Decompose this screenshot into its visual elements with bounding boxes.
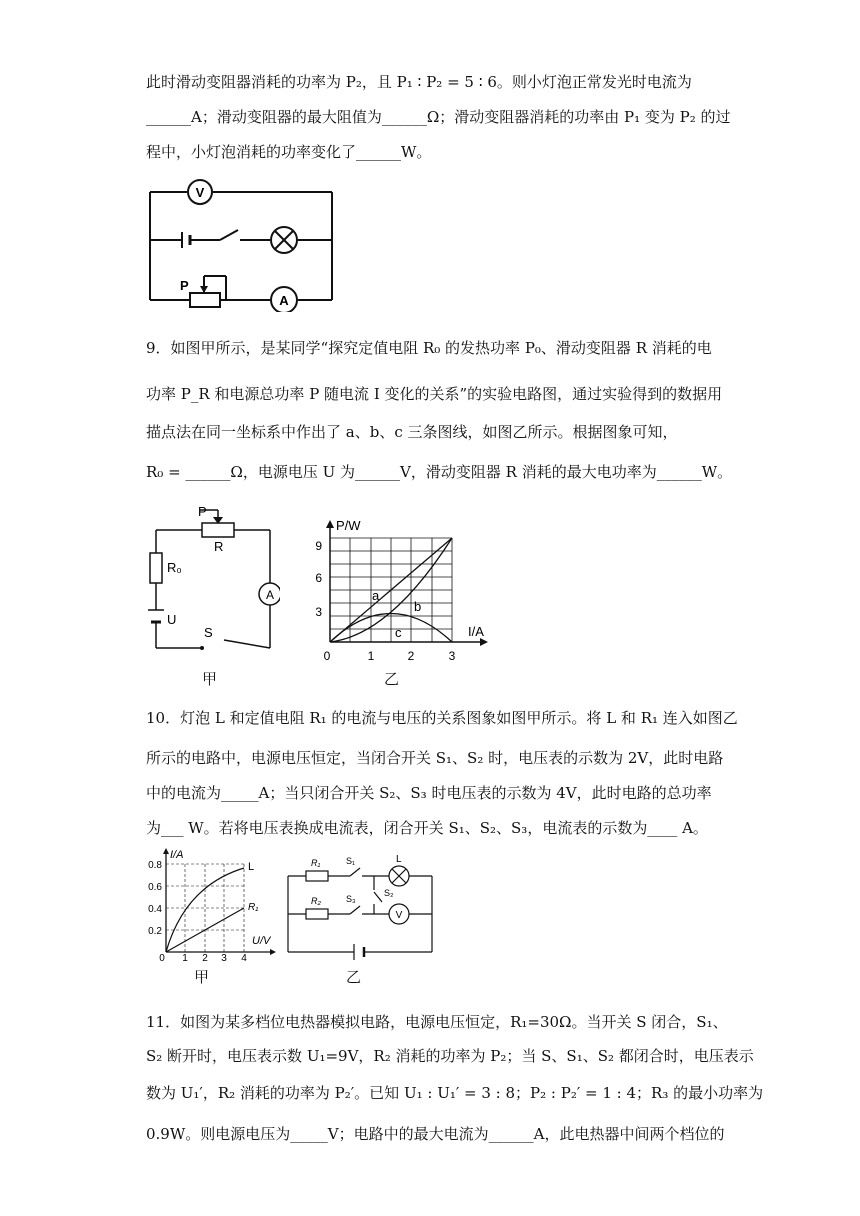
x-tick-3: 3 (221, 953, 227, 961)
y-tick-0-4: 0.4 (148, 904, 162, 915)
y-tick-3: 3 (315, 605, 322, 619)
rheostat-r (202, 523, 234, 537)
x-tick-2: 2 (202, 953, 208, 961)
q9-circuit-jia (140, 500, 280, 660)
y-axis-label: I/A (170, 849, 184, 861)
q11-text-line-2: S₂ 断开时，电压表示数 U₁=9V，R₂ 消耗的功率为 P₂；当 S、S₁、S₂ 都闭合时，电压表示 (146, 1047, 754, 1065)
switch-s-label: S (204, 625, 213, 640)
resistor-r2-label: R₂ (311, 896, 321, 906)
q10-text-line-3: 中的电流为_____A；当只闭合开关 S₂、S₃ 时电压表的示数为 4V，此时电路的总功率 (146, 784, 712, 802)
q8-text-line-1: 此时滑动变阻器消耗的功率为 P₂，且 P₁ ∶ P₂ = 5 ∶ 6。则小灯泡正常发光时电流为 (146, 73, 692, 91)
curve-r1-label: R₁ (248, 902, 259, 913)
q9-power-chart (310, 520, 500, 665)
q11-text-line-4: 0.9W。则电源电压为_____V；电路中的最大电流为______A，此电热器中间两个档位的 (146, 1125, 725, 1143)
q9-text-line-3: 描点法在同一坐标系中作出了 a、b、c 三条图线，如图乙所示。根据图象可知， (146, 423, 678, 441)
figure-caption-jia: 甲 (202, 670, 218, 688)
x-tick-1: 1 (182, 953, 188, 961)
lamp-label: L (396, 854, 402, 865)
q9-text-line-4: R₀ = ______Ω，电源电压 U 为______V，滑动变阻器 R 消耗的最大电功率为______W。 (146, 463, 733, 481)
q10-text-line-1: 10．灯泡 L 和定值电阻 R₁ 的电流与电压的关系图象如图甲所示。将 L 和 R₁ 连入如图乙 (146, 709, 738, 727)
resistor-r1-label: R₁ (311, 858, 321, 868)
q11-text-line-1: 11．如图为某多档位电热器模拟电路，电源电压恒定，R₁=30Ω。当开关 S 闭合，S₁、 (146, 1013, 728, 1031)
q9-text-line-1: 9．如图甲所示，是某同学“探究定值电阻 R₀ 的发热功率 P₀、滑动变阻器 R 消耗的电 (146, 339, 712, 357)
y-tick-0-6: 0.6 (148, 882, 162, 893)
q10-text-line-2: 所示的电路中，电源电压恒定，当闭合开关 S₁、S₂ 时，电压表的示数为 2V，此时电路 (146, 749, 724, 767)
x-axis-label: I/A (468, 624, 484, 639)
voltmeter-label: V (395, 910, 403, 921)
y-tick-0-2: 0.2 (148, 926, 162, 937)
q11-text-line-3: 数为 U₁′，R₂ 消耗的功率为 P₂′。已知 U₁ : U₁′ = 3 : 8；P₂ : P₂′ = 1 : 4；R₃ 的最小功率为 (146, 1084, 764, 1102)
x-tick-1: 1 (367, 649, 375, 663)
x-axis-label: U/V (252, 935, 271, 947)
figure-caption-yi-10: 乙 (346, 968, 362, 986)
curve-b-label: b (414, 599, 422, 614)
slider-label: P (180, 278, 189, 293)
rheostat-symbol (190, 293, 220, 307)
x-tick-3: 3 (448, 649, 456, 663)
resistor-r0 (150, 553, 162, 583)
rheostat-r-label: R (214, 539, 224, 554)
q10-text-line-4: 为___ W。若将电压表换成电流表，闭合开关 S₁、S₂、S₃，电流表的示数为____ A。 (146, 819, 708, 837)
q10-iv-chart (140, 846, 280, 961)
y-tick-9: 9 (315, 539, 322, 553)
q10-circuit-yi (282, 852, 442, 962)
ammeter-label: A (265, 588, 275, 602)
curve-c-label: c (395, 625, 402, 640)
switch-s2-label: S₂ (384, 888, 394, 898)
x-tick-4: 4 (241, 953, 247, 961)
voltmeter-label: V (195, 185, 205, 200)
source-u-label: U (167, 612, 177, 627)
switch-s3-label: S₃ (346, 894, 356, 904)
ammeter-label: A (279, 293, 289, 308)
x-tick-0: 0 (323, 649, 331, 663)
y-axis-label: P/W (336, 520, 361, 533)
resistor-r1 (306, 871, 328, 881)
y-tick-0-8: 0.8 (148, 860, 162, 871)
slider-p-label: P (198, 504, 207, 519)
curve-l-label: L (248, 861, 255, 873)
switch-s1-label: S₁ (346, 856, 356, 866)
curve-a-label: a (372, 588, 380, 603)
q8-circuit-diagram (140, 172, 350, 312)
resistor-r0-label: R₀ (167, 560, 182, 575)
figure-caption-jia-10: 甲 (194, 968, 210, 986)
q9-text-line-2: 功率 P_R 和电源总功率 P 随电流 I 变化的关系”的实验电路图，通过实验得到的数据用 (146, 385, 723, 403)
y-tick-6: 6 (315, 571, 322, 585)
resistor-r2 (306, 909, 328, 919)
q8-text-line-3: 程中，小灯泡消耗的功率变化了______W。 (146, 143, 432, 161)
q8-text-line-2: ______A；滑动变阻器的最大阻值为______Ω；滑动变阻器消耗的功率由 P₁ 变为 P₂ 的过 (146, 108, 731, 126)
x-tick-0: 0 (159, 953, 165, 961)
x-tick-2: 2 (407, 649, 415, 663)
figure-caption-yi: 乙 (384, 670, 400, 688)
